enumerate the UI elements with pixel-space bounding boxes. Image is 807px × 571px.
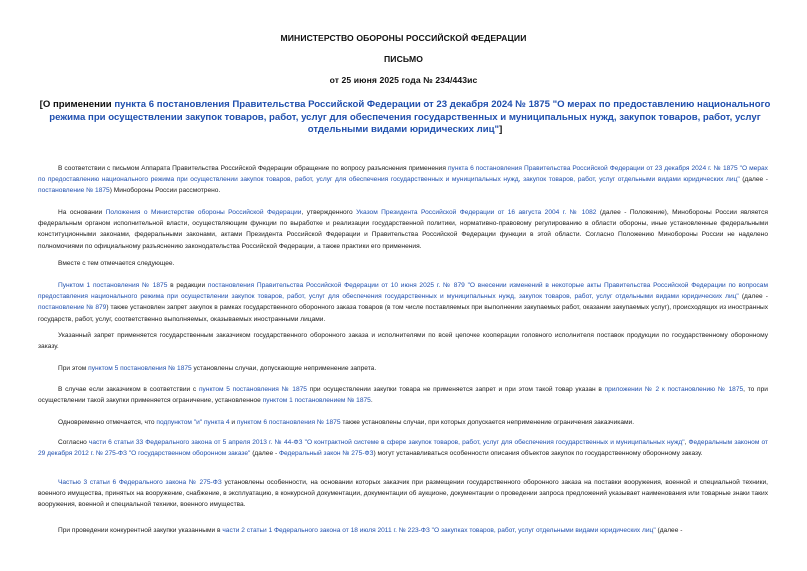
p8-text-c: также установлены случаи, при которых допускается неприменение ограничения заказчиками. [340, 419, 635, 426]
p4-text-c: ) также установлен запрет закупок в рамках государственного оборонного заказа товаров (в том числе поставляемых при выполнении закупаемых работ, оказании закупаемых услуг), происходящих из иностранных государств, работ, услуг, соответственно выполняемых, оказываемых иностранными лицами. [38, 304, 769, 323]
p4-link-3[interactable]: постановление № 879 [38, 304, 107, 312]
p7-text-a: В случае если заказчиком в соответствии с [58, 386, 199, 393]
title-open: [О применении [39, 99, 115, 110]
paragraph-4 [38, 280, 768, 325]
p7-text-b: при осуществлении закупки товара не применяется запрет и при этом такой товар указан в [306, 386, 605, 393]
p9-link-2[interactable]: Федеральным законом от 29 декабря 2012 г. № 275-ФЗ "О государственном оборонном заказе" [38, 439, 768, 458]
p1-link-1[interactable]: пункта 6 постановления Правительства Российской Федерации от 23 декабря 2024 г. № 1875 "О мерах по предоставлению национального режима при осуществлении закупок товаров, работ, услуг для обеспечения государственных и муниципальных нужд, закупок товаров, работ, услуг отдельными видами юридических лиц" [38, 165, 768, 184]
p6-text-a: При этом [58, 365, 89, 372]
p2-link-1[interactable]: Положения о Министерстве обороны Российской Федерации [105, 209, 302, 216]
paragraph-6 [38, 363, 768, 374]
p8-text-b: и [229, 419, 237, 426]
paragraph-8 [38, 417, 768, 428]
p8-text-a: Одновременно отмечается, что [58, 419, 157, 426]
p10-text-a: установлены особенности, на основании которых заказчик при размещении государственного оборонного заказа на поставки вооружения, военной и специальной техники, военного имущества, принятых на вооружение, снабжение, в эксплуатацию, в конкурсной документации, документации об аукционе, документации о проведении запроса предложений указывает наименования или товарные знаки таких вооружения, военной и специальной техники, военного имущества. [38, 479, 768, 509]
p9-text-a: Согласно [58, 439, 89, 446]
p9-text-c: (далее - [250, 450, 279, 458]
p9-link-1[interactable]: части 6 статьи 33 Федерального закона от 5 апреля 2013 г. № 44-ФЗ "О контрактной системе в сфере закупок товаров, работ, услуг для обеспечения государственных и муниципальных нужд" [88, 439, 685, 446]
paragraph-2 [38, 207, 768, 252]
paragraph-11 [38, 525, 768, 536]
document-type: ПИСЬМО [384, 54, 423, 64]
p1-text-b: (далее - [739, 176, 768, 184]
paragraph-5 [38, 330, 768, 352]
p9-text-d: ) могут устанавливаться особенности описания объектов закупок по государственному оборонному заказу. [373, 450, 703, 458]
p7-link-3[interactable]: пунктом 1 постановлением № 1875 [262, 397, 371, 405]
p9-text-b: , [684, 439, 689, 446]
document-date-number: от 25 июня 2025 года № 234/443ис [329, 75, 478, 85]
p8-link-1[interactable]: подпунктом "и" пункта 4 [156, 419, 230, 426]
p7-link-2[interactable]: приложении № 2 к постановлению № 1875 [604, 386, 744, 393]
paragraph-10 [38, 477, 768, 511]
paragraph-9 [38, 437, 768, 459]
p7-link-1[interactable]: пунктом 5 постановления № 1875 [198, 386, 307, 393]
p4-link-1[interactable]: Пунктом 1 постановления № 1875 [58, 282, 168, 289]
ministry-heading: МИНИСТЕРСТВО ОБОРОНЫ РОССИЙСКОЙ ФЕДЕРАЦИИ [280, 33, 527, 43]
p11-text-a: При проведении конкурентной закупки указанными в [58, 527, 223, 534]
p4-text-b: (далее - [738, 293, 768, 301]
p1-text-a: В соответствии с письмом Аппарата Правительства Российской Федерации обращение по вопросу разъяснения применения [58, 165, 448, 172]
p11-text-b: (далее - [655, 527, 683, 534]
p2-text-a: На основании [58, 209, 106, 216]
paragraph-3 [38, 258, 768, 269]
p3-text-a: Вместе с тем отмечается следующее. [58, 260, 175, 267]
paragraph-1 [38, 163, 768, 197]
p7-text-c: , то при осуществлении такой закупки применяется ограничение, установленное [38, 386, 768, 405]
p10-link-1[interactable]: Частью 3 статьи 6 Федерального закона № 275-ФЗ [58, 479, 222, 486]
p2-link-2[interactable]: Указом Президента Российской Федерации от 16 августа 2004 г. № 1082 [356, 209, 597, 216]
title-close: ] [499, 124, 503, 135]
paragraph-7 [38, 384, 768, 406]
p6-link-1[interactable]: пунктом 5 постановления № 1875 [88, 365, 192, 372]
document-title [38, 99, 772, 137]
p11-link-1[interactable]: части 2 статьи 1 Федерального закона от 18 июля 2011 г. № 223-ФЗ "О закупках товаров, работ, услуг отдельными видами юридических лиц" [222, 527, 656, 534]
p1-link-2[interactable]: постановление № 1875 [38, 187, 110, 195]
p8-link-2[interactable]: пунктом 6 постановления № 1875 [236, 419, 341, 426]
p1-text-c: ) Минобороны России рассмотрено. [109, 187, 221, 195]
p6-text-b: установлены случаи, допускающие неприменение запрета. [191, 365, 377, 372]
p2-text-b: , утвержденного [301, 209, 357, 216]
p9-link-3[interactable]: Федеральный закон № 275-ФЗ [278, 450, 374, 458]
p5-text-a: Указанный запрет применяется государственным заказчиком государственного оборонного заказа и исполнителями по всей цепочке кооперации головного исполнителя поставок продукции по государственному оборонному заказу. [38, 332, 768, 351]
p2-text-c: (далее - Положение), Минобороны России является федеральным органом исполнительной власти, осуществляющим функции по выработке и реализации государственной политики, нормативно-правовому регулированию в области обороны, иные установленные федеральными конституционными законами, федеральными законами, актами Президента Российской Федерации и Правительства Российской Федерации функции в этой области. Согласно Положению Минобороны России не наделено полномочиями по официальному разъяснению законодательства Российской Федерации, а также практики его применения. [38, 209, 768, 250]
p7-text-d: . [370, 397, 373, 405]
p4-link-2[interactable]: постановления Правительства Российской Федерации от 10 июня 2025 г. № 879 "О внесении изменений в некоторые акты Правительства Российской Федерации по вопросам предоставления национального режима при осуществлении закупок товаров, работ, услуг для обеспечения государственных и муниципальных нужд, закупок товаров, работ, услуг отдельными видами юридических лиц" [38, 282, 768, 301]
title-link[interactable]: пункта 6 постановления Правительства Российской Федерации от 23 декабря 2024 № 1875 "О мерах по предоставлению национального режима при осуществлении закупок товаров, работ, услуг для обеспечения государственных и муниципальных нужд, закупок товаров, работ, услуг отдельными видами юридических лиц" [49, 99, 771, 135]
p4-text-a: в редакции [167, 282, 208, 289]
